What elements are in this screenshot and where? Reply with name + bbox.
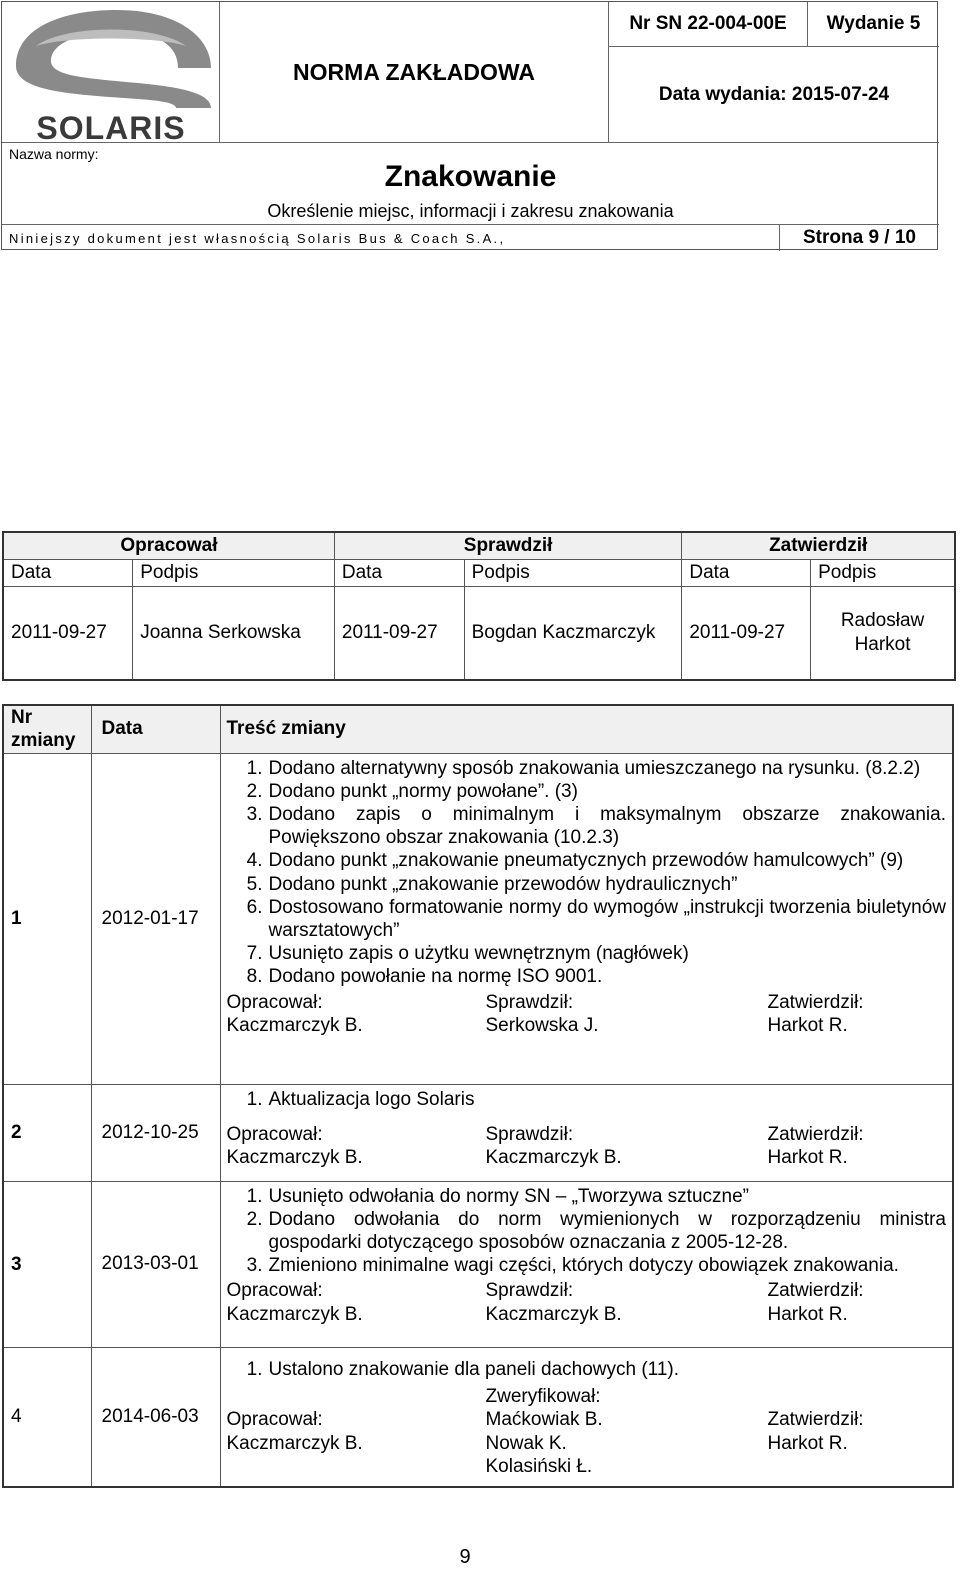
- subheader-signature: Podpis: [464, 559, 682, 586]
- prepared-date: 2011-09-27: [3, 586, 133, 680]
- edition: Wydanie 5: [826, 13, 921, 34]
- prepared-label: Opracował:: [226, 1280, 323, 1302]
- page-counter: Strona 9 / 10: [803, 226, 916, 248]
- change-content: [220, 1181, 953, 1347]
- change-content: [220, 1084, 953, 1181]
- approved-signature: Radosław Harkot: [811, 586, 955, 680]
- prepared-label: Opracował:: [226, 1123, 323, 1145]
- approved-label: Zatwierdził:: [767, 991, 864, 1013]
- change-number: 3: [3, 1181, 91, 1347]
- change-number: 2: [3, 1084, 91, 1181]
- approved-label: Zatwierdził:: [767, 1409, 864, 1431]
- checked-by: Kaczmarczyk B.: [485, 1147, 622, 1169]
- change-date: 2012-01-17: [91, 753, 220, 1084]
- verified-by: Kolasiński Ł.: [485, 1456, 593, 1478]
- approved-by: Harkot R.: [767, 1303, 848, 1325]
- approved-date: 2011-09-27: [682, 586, 811, 680]
- list-item: 1. Usunięto odwołania do normy SN – „Tworzywa sztuczne”: [246, 1185, 749, 1207]
- ownership-notice: Niniejszy dokument jest własnością Solaris Bus & Coach S.A.,: [9, 231, 506, 246]
- change-number: 1: [3, 753, 91, 1084]
- signature-block: [227, 991, 947, 1038]
- subheader-date: Data: [682, 559, 811, 586]
- column-header-change-number: Nr zmiany: [3, 705, 91, 753]
- table-row: [3, 1084, 953, 1181]
- approved-by: Harkot R.: [767, 1147, 848, 1169]
- document-header: [1, 1, 938, 250]
- checked-signature: Bogdan Kaczmarczyk: [464, 586, 682, 680]
- change-number: 4: [3, 1347, 91, 1487]
- list-item: 5. Dodano punkt „znakowanie przewodów hydraulicznych”: [246, 873, 738, 895]
- list-item: 4. Dodano punkt „znakowanie pneumatycznych przewodów hamulcowych” (9): [246, 850, 904, 872]
- checked-header: Sprawdził: [334, 532, 681, 559]
- approval-table: [2, 531, 956, 681]
- column-header-content: Treść zmiany: [220, 705, 953, 753]
- change-history-table: [2, 704, 954, 1488]
- prepared-by: Kaczmarczyk B.: [226, 1015, 363, 1037]
- prepared-signature: Joanna Serkowska: [133, 586, 335, 680]
- checked-label: Sprawdził:: [485, 1123, 574, 1145]
- logo-wordmark: SOLARIS: [36, 110, 186, 146]
- change-content: [220, 753, 953, 1084]
- subheader-date: Data: [3, 559, 133, 586]
- prepared-by: Kaczmarczyk B.: [226, 1432, 363, 1454]
- solaris-logo: [6, 6, 216, 146]
- document-subtitle: Określenie miejsc, informacji i zakresu znakowania: [267, 201, 674, 221]
- subheader-signature: Podpis: [811, 559, 955, 586]
- checked-by: Serkowska J.: [485, 1015, 599, 1037]
- prepared-label: Opracował:: [226, 1409, 323, 1431]
- prepared-label: Opracował:: [226, 991, 323, 1013]
- approved-label: Zatwierdził:: [767, 1280, 864, 1302]
- table-row: [3, 753, 953, 1084]
- document-title: Znakowanie: [384, 160, 557, 193]
- list-item: 1. Ustalono znakowanie dla paneli dachowych (11).: [246, 1358, 680, 1380]
- document-type: NORMA ZAKŁADOWA: [293, 58, 535, 85]
- column-header-date: Data: [91, 705, 220, 753]
- list-item: 6. Dostosowano formatowanie normy do wymogów „instrukcji tworzenia biuletynów warsztatowych”: [246, 896, 946, 941]
- list-item: 3. Dodano zapis o minimalnym i maksymalnym obszarze znakowania. Powiększono obszar znakowania (10.2.3): [246, 803, 946, 849]
- change-date: 2013-03-01: [91, 1181, 220, 1347]
- list-item: 7. Usunięto zapis o użytku wewnętrznym (nagłówek): [246, 943, 689, 965]
- change-content: [220, 1347, 953, 1487]
- checked-label: Sprawdził:: [485, 1280, 574, 1302]
- page-number: 9: [459, 1546, 471, 1568]
- table-row: [3, 1347, 953, 1487]
- signature-block: [227, 1385, 947, 1479]
- list-item: 8. Dodano powołanie na normę ISO 9001.: [246, 966, 603, 988]
- verified-by: Maćkowiak B.: [485, 1409, 603, 1431]
- checked-label: Sprawdził:: [485, 991, 574, 1013]
- list-item: 2. Dodano odwołania do norm wymienionych w rozporządzeniu ministra gospodarki dotyczącego sposobów oznaczania z 2005-12-28.: [246, 1208, 946, 1253]
- signature-block: [227, 1123, 947, 1170]
- list-item: 2. Dodano punkt „normy powołane”. (3): [246, 780, 578, 802]
- list-item: 3. Zmieniono minimalne wagi części, których dotyczy obowiązek znakowania.: [246, 1255, 899, 1277]
- approved-by: Harkot R.: [767, 1432, 848, 1454]
- document-number: Nr SN 22-004-00E: [629, 13, 787, 34]
- approved-label: Zatwierdził:: [767, 1123, 864, 1145]
- checked-by: Kaczmarczyk B.: [485, 1303, 622, 1325]
- verified-by: Nowak K.: [485, 1432, 567, 1454]
- approved-by: Harkot R.: [767, 1015, 848, 1037]
- table-row: [3, 1181, 953, 1347]
- approved-header: Zatwierdził: [682, 532, 955, 559]
- verified-label: Zweryfikował:: [485, 1385, 601, 1407]
- standard-name-label: Nazwa normy:: [9, 146, 99, 162]
- prepared-by: Kaczmarczyk B.: [226, 1147, 363, 1169]
- checked-date: 2011-09-27: [334, 586, 464, 680]
- signature-block: [227, 1279, 947, 1326]
- list-item: 1. Dodano alternatywny sposób znakowania umieszczanego na rysunku. (8.2.2): [246, 757, 921, 779]
- prepared-by: Kaczmarczyk B.: [226, 1303, 363, 1325]
- change-date: 2014-06-03: [91, 1347, 220, 1487]
- issue-date: Data wydania: 2015-07-24: [658, 83, 890, 105]
- subheader-signature: Podpis: [133, 559, 335, 586]
- prepared-header: Opracował: [3, 532, 334, 559]
- list-item: 1. Aktualizacja logo Solaris: [246, 1088, 475, 1110]
- subheader-date: Data: [334, 559, 464, 586]
- change-date: 2012-10-25: [91, 1084, 220, 1181]
